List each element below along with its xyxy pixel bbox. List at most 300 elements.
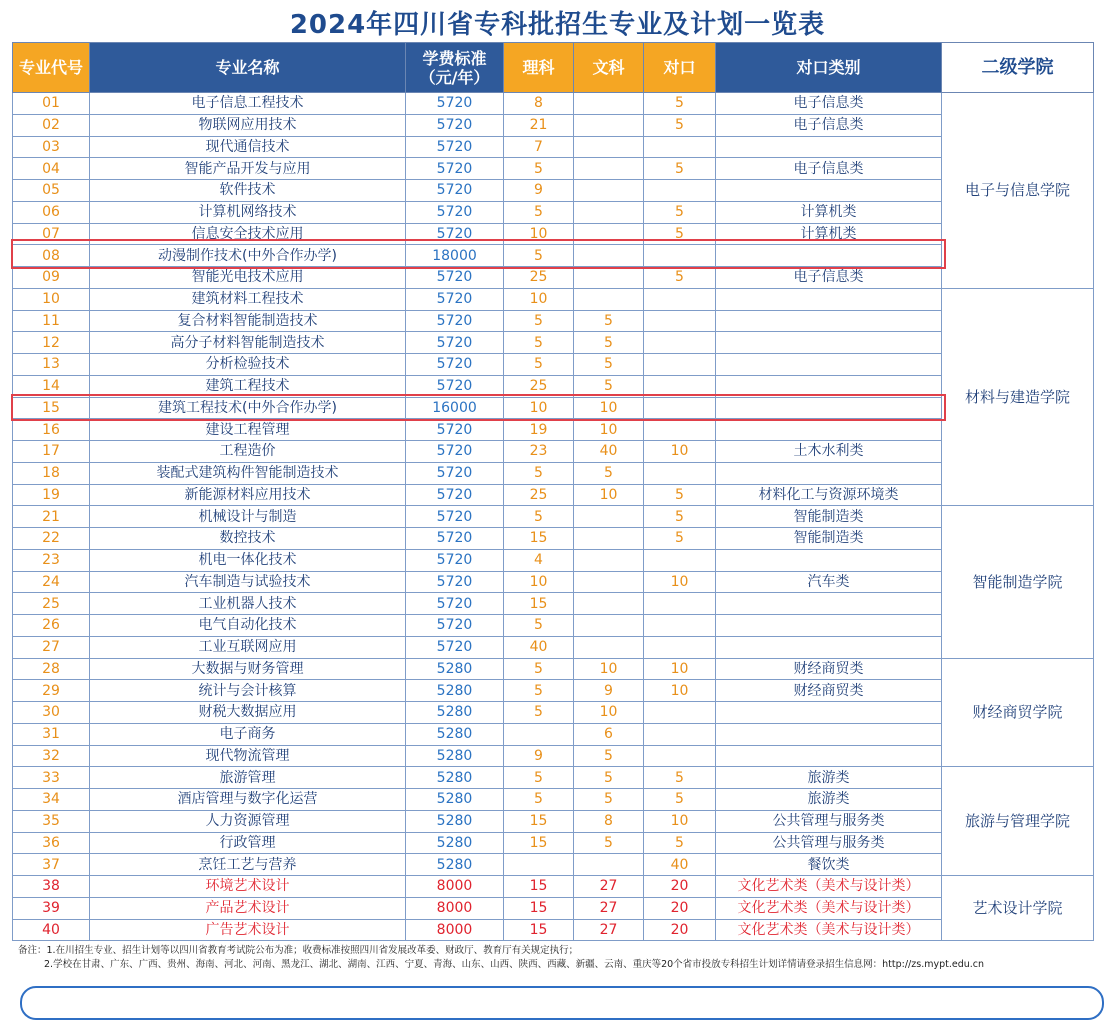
cell-category: 智能制造类 xyxy=(716,528,942,550)
cell-fee: 5280 xyxy=(406,723,504,745)
table-row xyxy=(13,897,1094,919)
cell-science: 8 xyxy=(504,93,574,115)
cell-code: 32 xyxy=(13,745,90,767)
cell-science: 9 xyxy=(504,180,574,202)
table-row xyxy=(13,854,1094,876)
cell-fee: 5280 xyxy=(406,854,504,876)
cell-science: 7 xyxy=(504,136,574,158)
table-row xyxy=(13,745,1094,767)
cell-science: 10 xyxy=(504,397,574,419)
table-row xyxy=(13,332,1094,354)
table-row xyxy=(13,310,1094,332)
footnote-line-2: 2.学校在甘肃、广东、广西、贵州、海南、河北、河南、黑龙江、湖北、湖南、江西、宁夏、青海、山东、山西、陕西、西藏、新疆、云南、重庆等20个省市投放专科招生计划详情请登录招生信息网：http://zs.mypt.edu.cn xyxy=(44,959,985,970)
cell-code: 03 xyxy=(13,136,90,158)
cell-name: 信息安全技术应用 xyxy=(90,223,406,245)
cell-arts: 5 xyxy=(574,375,644,397)
cell-category xyxy=(716,310,942,332)
page-title: 2024年四川省专科批招生专业及计划一览表 xyxy=(289,10,826,40)
cell-science: 5 xyxy=(504,615,574,637)
table-row xyxy=(13,136,1094,158)
cell-science: 25 xyxy=(504,375,574,397)
cell-category: 智能制造类 xyxy=(716,506,942,528)
table-row xyxy=(13,462,1094,484)
cell-arts: 5 xyxy=(574,310,644,332)
header-category: 对口类别 xyxy=(716,43,942,93)
cell-category: 计算机类 xyxy=(716,201,942,223)
cell-name: 建设工程管理 xyxy=(90,419,406,441)
cell-category: 文化艺术类（美术与设计类） xyxy=(716,876,942,898)
cell-duikou: 5 xyxy=(644,267,716,289)
header-code: 专业代号 xyxy=(13,43,90,93)
cell-fee: 5720 xyxy=(406,201,504,223)
header-duikou: 对口 xyxy=(644,43,716,93)
cell-category xyxy=(716,745,942,767)
cell-duikou xyxy=(644,354,716,376)
cell-category: 餐饮类 xyxy=(716,854,942,876)
cell-science: 5 xyxy=(504,245,574,267)
cell-name: 新能源材料应用技术 xyxy=(90,484,406,506)
cell-science: 15 xyxy=(504,593,574,615)
cell-arts: 10 xyxy=(574,702,644,724)
cell-science xyxy=(504,723,574,745)
table-row xyxy=(13,158,1094,180)
cell-arts: 5 xyxy=(574,332,644,354)
cell-arts: 5 xyxy=(574,832,644,854)
cell-code: 30 xyxy=(13,702,90,724)
cell-category: 电子信息类 xyxy=(716,114,942,136)
cell-code: 08 xyxy=(13,245,90,267)
cell-code: 05 xyxy=(13,180,90,202)
table-row xyxy=(13,615,1094,637)
cell-fee: 5720 xyxy=(406,332,504,354)
cell-name: 工业互联网应用 xyxy=(90,636,406,658)
table-row xyxy=(13,702,1094,724)
table-row xyxy=(13,114,1094,136)
cell-arts xyxy=(574,506,644,528)
cell-code: 36 xyxy=(13,832,90,854)
cell-fee: 5720 xyxy=(406,462,504,484)
cell-fee: 5280 xyxy=(406,680,504,702)
cell-duikou: 5 xyxy=(644,201,716,223)
cell-arts: 8 xyxy=(574,810,644,832)
cell-science: 15 xyxy=(504,876,574,898)
header-name: 专业名称 xyxy=(90,43,406,93)
cell-code: 24 xyxy=(13,571,90,593)
cell-code: 34 xyxy=(13,789,90,811)
cell-arts: 10 xyxy=(574,484,644,506)
cell-category xyxy=(716,136,942,158)
cell-fee: 5720 xyxy=(406,506,504,528)
cell-name: 行政管理 xyxy=(90,832,406,854)
cell-code: 14 xyxy=(13,375,90,397)
cell-science: 5 xyxy=(504,354,574,376)
cell-duikou xyxy=(644,615,716,637)
cell-code: 04 xyxy=(13,158,90,180)
cell-code: 27 xyxy=(13,636,90,658)
table-row xyxy=(13,201,1094,223)
cell-name: 工程造价 xyxy=(90,441,406,463)
cell-fee: 5720 xyxy=(406,419,504,441)
cell-category: 电子信息类 xyxy=(716,267,942,289)
cell-fee: 5720 xyxy=(406,93,504,115)
cell-category xyxy=(716,419,942,441)
cell-code: 06 xyxy=(13,201,90,223)
cell-name: 软件技术 xyxy=(90,180,406,202)
cell-category: 电子信息类 xyxy=(716,158,942,180)
cell-name: 物联网应用技术 xyxy=(90,114,406,136)
cell-duikou xyxy=(644,180,716,202)
cell-fee: 5720 xyxy=(406,310,504,332)
cell-duikou xyxy=(644,549,716,571)
cell-arts: 6 xyxy=(574,723,644,745)
cell-arts xyxy=(574,636,644,658)
cell-science xyxy=(504,854,574,876)
cell-name: 计算机网络技术 xyxy=(90,201,406,223)
cell-duikou: 10 xyxy=(644,680,716,702)
cell-code: 23 xyxy=(13,549,90,571)
cell-category: 文化艺术类（美术与设计类） xyxy=(716,897,942,919)
cell-fee: 8000 xyxy=(406,897,504,919)
cell-duikou: 5 xyxy=(644,832,716,854)
cell-name: 大数据与财务管理 xyxy=(90,658,406,680)
cell-category: 财经商贸类 xyxy=(716,658,942,680)
cell-duikou: 5 xyxy=(644,93,716,115)
cell-duikou: 5 xyxy=(644,789,716,811)
cell-arts: 10 xyxy=(574,419,644,441)
cell-fee: 5720 xyxy=(406,354,504,376)
cell-duikou xyxy=(644,419,716,441)
cell-science: 5 xyxy=(504,332,574,354)
cell-duikou xyxy=(644,136,716,158)
table-row xyxy=(13,419,1094,441)
table-row xyxy=(13,767,1094,789)
table-row xyxy=(13,267,1094,289)
cell-name: 机电一体化技术 xyxy=(90,549,406,571)
cell-code: 02 xyxy=(13,114,90,136)
cell-code: 39 xyxy=(13,897,90,919)
cell-code: 18 xyxy=(13,462,90,484)
table-row xyxy=(13,832,1094,854)
cell-arts xyxy=(574,288,644,310)
cell-arts xyxy=(574,571,644,593)
cell-category: 计算机类 xyxy=(716,223,942,245)
cell-name: 电子商务 xyxy=(90,723,406,745)
cell-code: 16 xyxy=(13,419,90,441)
cell-science: 40 xyxy=(504,636,574,658)
cell-name: 机械设计与制造 xyxy=(90,506,406,528)
cell-science: 9 xyxy=(504,745,574,767)
cell-category: 材料化工与资源环境类 xyxy=(716,484,942,506)
cell-category xyxy=(716,332,942,354)
table-row xyxy=(13,680,1094,702)
cell-category: 财经商贸类 xyxy=(716,680,942,702)
cell-fee: 8000 xyxy=(406,876,504,898)
table-row xyxy=(13,354,1094,376)
cell-category xyxy=(716,593,942,615)
cell-arts: 5 xyxy=(574,462,644,484)
cell-duikou: 5 xyxy=(644,506,716,528)
cell-fee: 5720 xyxy=(406,158,504,180)
cell-arts: 5 xyxy=(574,354,644,376)
cell-duikou: 10 xyxy=(644,658,716,680)
cell-fee: 16000 xyxy=(406,397,504,419)
cell-college: 智能制造学院 xyxy=(942,506,1094,658)
table-row xyxy=(13,571,1094,593)
cell-name: 财税大数据应用 xyxy=(90,702,406,724)
cell-duikou xyxy=(644,310,716,332)
cell-category xyxy=(716,702,942,724)
cell-science: 4 xyxy=(504,549,574,571)
cell-arts: 5 xyxy=(574,767,644,789)
cell-name: 数控技术 xyxy=(90,528,406,550)
cell-science: 15 xyxy=(504,897,574,919)
cell-name: 装配式建筑构件智能制造技术 xyxy=(90,462,406,484)
cell-code: 29 xyxy=(13,680,90,702)
cell-college: 材料与建造学院 xyxy=(942,288,1094,506)
cell-fee: 5280 xyxy=(406,745,504,767)
cell-arts xyxy=(574,593,644,615)
cell-college: 艺术设计学院 xyxy=(942,876,1094,941)
cell-science: 5 xyxy=(504,201,574,223)
cell-fee: 5720 xyxy=(406,288,504,310)
cell-fee: 5280 xyxy=(406,702,504,724)
cell-name: 电气自动化技术 xyxy=(90,615,406,637)
cell-fee: 5720 xyxy=(406,636,504,658)
cell-name: 高分子材料智能制造技术 xyxy=(90,332,406,354)
cell-category xyxy=(716,636,942,658)
table-row xyxy=(13,528,1094,550)
cell-category xyxy=(716,462,942,484)
cell-duikou: 10 xyxy=(644,441,716,463)
cell-duikou xyxy=(644,332,716,354)
cell-name: 建筑工程技术 xyxy=(90,375,406,397)
cell-arts: 27 xyxy=(574,919,644,941)
cell-category: 电子信息类 xyxy=(716,93,942,115)
cell-category: 公共管理与服务类 xyxy=(716,832,942,854)
bottom-panel-border xyxy=(20,986,1104,1020)
cell-code: 26 xyxy=(13,615,90,637)
cell-science: 5 xyxy=(504,658,574,680)
cell-fee: 18000 xyxy=(406,245,504,267)
cell-fee: 5280 xyxy=(406,658,504,680)
footnote-line-1: 备注：1.在川招生专业、招生计划等以四川省教育考试院公布为准；收费标准按照四川省发展改革委、财政厅、教育厅有关规定执行； xyxy=(18,945,579,956)
cell-name: 分析检验技术 xyxy=(90,354,406,376)
cell-code: 07 xyxy=(13,223,90,245)
cell-code: 10 xyxy=(13,288,90,310)
cell-science: 5 xyxy=(504,158,574,180)
header-row xyxy=(13,43,1094,93)
table-row xyxy=(13,506,1094,528)
cell-duikou: 20 xyxy=(644,876,716,898)
cell-category: 文化艺术类（美术与设计类） xyxy=(716,919,942,941)
table-row xyxy=(13,484,1094,506)
cell-science: 10 xyxy=(504,288,574,310)
cell-category xyxy=(716,354,942,376)
cell-name: 旅游管理 xyxy=(90,767,406,789)
footnote xyxy=(18,944,1113,972)
table-row xyxy=(13,789,1094,811)
cell-code: 31 xyxy=(13,723,90,745)
header-fee: 学费标准（元/年） xyxy=(406,43,504,93)
cell-fee: 5280 xyxy=(406,810,504,832)
header-science: 理科 xyxy=(504,43,574,93)
cell-arts: 40 xyxy=(574,441,644,463)
cell-name: 工业机器人技术 xyxy=(90,593,406,615)
cell-duikou xyxy=(644,723,716,745)
cell-arts xyxy=(574,549,644,571)
cell-arts xyxy=(574,93,644,115)
cell-science: 5 xyxy=(504,462,574,484)
cell-category: 旅游类 xyxy=(716,789,942,811)
cell-science: 10 xyxy=(504,223,574,245)
cell-fee: 5280 xyxy=(406,767,504,789)
cell-arts xyxy=(574,528,644,550)
cell-duikou xyxy=(644,593,716,615)
cell-fee: 5720 xyxy=(406,571,504,593)
cell-arts xyxy=(574,158,644,180)
cell-duikou: 10 xyxy=(644,810,716,832)
cell-duikou: 20 xyxy=(644,897,716,919)
cell-science: 5 xyxy=(504,310,574,332)
cell-duikou xyxy=(644,636,716,658)
cell-code: 13 xyxy=(13,354,90,376)
cell-science: 15 xyxy=(504,919,574,941)
cell-code: 37 xyxy=(13,854,90,876)
header-college: 二级学院 xyxy=(942,43,1094,93)
cell-name: 建筑材料工程技术 xyxy=(90,288,406,310)
cell-code: 19 xyxy=(13,484,90,506)
cell-arts: 10 xyxy=(574,658,644,680)
table-row xyxy=(13,919,1094,941)
cell-fee: 5280 xyxy=(406,789,504,811)
cell-name: 电子信息工程技术 xyxy=(90,93,406,115)
cell-duikou xyxy=(644,288,716,310)
cell-category xyxy=(716,180,942,202)
cell-science: 25 xyxy=(504,484,574,506)
cell-name: 产品艺术设计 xyxy=(90,897,406,919)
cell-science: 5 xyxy=(504,680,574,702)
cell-name: 现代通信技术 xyxy=(90,136,406,158)
table-row xyxy=(13,723,1094,745)
cell-category: 公共管理与服务类 xyxy=(716,810,942,832)
cell-college: 旅游与管理学院 xyxy=(942,767,1094,876)
cell-fee: 5720 xyxy=(406,267,504,289)
table-row xyxy=(13,810,1094,832)
cell-arts: 5 xyxy=(574,789,644,811)
cell-arts: 9 xyxy=(574,680,644,702)
cell-name: 统计与会计核算 xyxy=(90,680,406,702)
cell-name: 汽车制造与试验技术 xyxy=(90,571,406,593)
cell-code: 09 xyxy=(13,267,90,289)
table-row xyxy=(13,288,1094,310)
cell-code: 01 xyxy=(13,93,90,115)
cell-name: 复合材料智能制造技术 xyxy=(90,310,406,332)
cell-arts xyxy=(574,615,644,637)
table-row xyxy=(13,593,1094,615)
cell-arts xyxy=(574,136,644,158)
cell-name: 人力资源管理 xyxy=(90,810,406,832)
cell-college: 财经商贸学院 xyxy=(942,658,1094,767)
table-row xyxy=(13,549,1094,571)
cell-code: 25 xyxy=(13,593,90,615)
cell-science: 5 xyxy=(504,506,574,528)
cell-code: 33 xyxy=(13,767,90,789)
cell-fee: 5720 xyxy=(406,136,504,158)
table-row xyxy=(13,93,1094,115)
cell-duikou: 10 xyxy=(644,571,716,593)
cell-code: 40 xyxy=(13,919,90,941)
cell-code: 38 xyxy=(13,876,90,898)
cell-fee: 5720 xyxy=(406,484,504,506)
cell-code: 35 xyxy=(13,810,90,832)
cell-science: 25 xyxy=(504,267,574,289)
cell-code: 21 xyxy=(13,506,90,528)
cell-duikou xyxy=(644,462,716,484)
cell-fee: 5720 xyxy=(406,114,504,136)
cell-fee: 5280 xyxy=(406,832,504,854)
cell-science: 5 xyxy=(504,789,574,811)
cell-duikou: 5 xyxy=(644,114,716,136)
cell-name: 广告艺术设计 xyxy=(90,919,406,941)
cell-name: 建筑工程技术(中外合作办学) xyxy=(90,397,406,419)
cell-arts xyxy=(574,180,644,202)
cell-college: 电子与信息学院 xyxy=(942,93,1094,289)
cell-code: 28 xyxy=(13,658,90,680)
cell-duikou: 20 xyxy=(644,919,716,941)
cell-category xyxy=(716,549,942,571)
cell-science: 23 xyxy=(504,441,574,463)
cell-science: 21 xyxy=(504,114,574,136)
cell-duikou: 5 xyxy=(644,767,716,789)
cell-science: 15 xyxy=(504,832,574,854)
cell-duikou: 5 xyxy=(644,223,716,245)
cell-category: 旅游类 xyxy=(716,767,942,789)
table-row xyxy=(13,636,1094,658)
table-row xyxy=(13,876,1094,898)
cell-fee: 5720 xyxy=(406,441,504,463)
cell-name: 环境艺术设计 xyxy=(90,876,406,898)
cell-code: 22 xyxy=(13,528,90,550)
cell-science: 5 xyxy=(504,702,574,724)
cell-arts: 10 xyxy=(574,397,644,419)
cell-arts xyxy=(574,854,644,876)
admission-plan-table xyxy=(12,42,1094,941)
cell-arts: 27 xyxy=(574,897,644,919)
cell-fee: 5720 xyxy=(406,223,504,245)
highlight-box-08 xyxy=(11,239,946,269)
cell-code: 15 xyxy=(13,397,90,419)
cell-code: 12 xyxy=(13,332,90,354)
cell-science: 19 xyxy=(504,419,574,441)
cell-code: 11 xyxy=(13,310,90,332)
cell-name: 现代物流管理 xyxy=(90,745,406,767)
cell-category xyxy=(716,723,942,745)
cell-duikou: 5 xyxy=(644,484,716,506)
cell-science: 10 xyxy=(504,571,574,593)
cell-fee: 5720 xyxy=(406,615,504,637)
cell-arts xyxy=(574,267,644,289)
cell-arts: 27 xyxy=(574,876,644,898)
table-row xyxy=(13,180,1094,202)
cell-name: 智能产品开发与应用 xyxy=(90,158,406,180)
cell-duikou xyxy=(644,745,716,767)
cell-fee: 5720 xyxy=(406,528,504,550)
cell-fee: 5720 xyxy=(406,180,504,202)
cell-fee: 5720 xyxy=(406,549,504,571)
cell-arts: 5 xyxy=(574,745,644,767)
cell-duikou: 5 xyxy=(644,528,716,550)
cell-category: 汽车类 xyxy=(716,571,942,593)
